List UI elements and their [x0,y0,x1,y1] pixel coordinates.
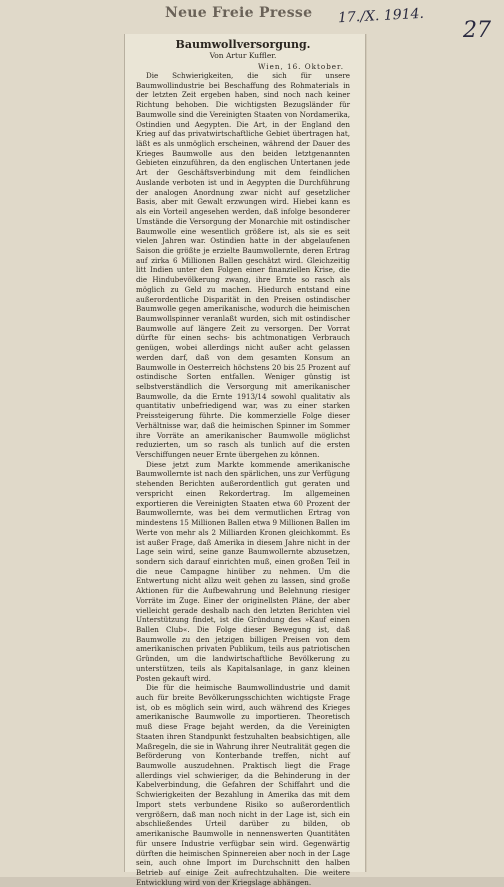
handwritten-page-number: 27 [463,18,491,43]
handwritten-date: 17./X. 1914. [337,5,425,27]
article-paragraph: Die Schwierigkeiten, die sich für unsere Baumwollindustrie bei Beschaffung des Rohmaterials in der letzten Zeit ergeben haben, sind noch nach keiner Richtung behoben. Die wichtigsten Bezugsländer für Baumwolle sind die Vereinigten Staaten von Nordamerika, Ostindien und Aegypten. Die Art, in der England den Krieg auf das privatwirtschaftliche Gebiet übertragen hat, läßt es als unmöglich erscheinen, während der Dauer des Krieges Baumwolle aus den beiden letztgenannten Gebieten einzuführen, da den englischen Untertanen jede Art der Geschäftsverbindung mit dem feindlichen Auslande verboten ist und in Aegypten die Durchführung der analogen Anordnung zwar nicht auf gesetzlicher Basis, aber mit Gewalt erzwungen wird. Hiebei kann es als ein Vorteil angesehen werden, daß infolge besonderer Umstände die Versorgung der Monarchie mit ostindischer Baumwolle eine wesentlich größere ist, als sie es seit vielen Jahren war. Ostindien hatte in der abgelaufenen Saison die größte je erzielte Baumwollernte, deren Ertrag auf zirka 6 Millionen Ballen geschätzt wird. Gleichzeitig litt Indien unter den Folgen einer finanziellen Krise, die die Hindubevölkerung zwang, ihre Ernte so rasch als möglich zu Geld zu machen. Hiedurch entstand eine außerordentliche Disparität in den Preisen ostindischer Baumwolle gegen amerikanische, wodurch die heimischen Baumwollspinner veranlaßt wurden, sich mit ostindischer Baumwolle auf längere Zeit zu versorgen. Der Vorrat dürfte für einen sechs- bis achtmonatigen Verbrauch genügen, wobei allerdings nicht außer acht gelassen werden darf, daß von dem gesamten Konsum an Baumwolle in Oesterreich höchstens 20 bis 25 Prozent auf ostindische Sorten entfallen. Weniger günstig ist selbstverständlich die Versorgung mit amerikanischer Baumwolle, da die Ernte 1913/14 sowohl qualitativ als quantitativ unbefriedigend war, was zu einer starken Preissteigerung führte. Die kommerzielle Folge dieser Verhältnisse war, daß die heimischen Spinner im Sommer ihre Vorräte an amerikanischer Baumwolle möglichst reduzierten, um so rasch als tunlich auf die ersten Verschiffungen neuer Ernte übergehen zu können. [136,71,350,460]
article-dateline: Wien, 16. Oktober. [258,62,344,71]
article-byline: Von Artur Kuffler. [209,51,277,60]
newspaper-masthead: Neue Freie Presse [165,5,313,21]
article-headline: Baumwollversorgung. [175,38,311,51]
article-column [136,38,350,887]
article-paragraph: Diese jetzt zum Markte kommende amerikanische Baumwollernte ist nach den spärlichen, uns zur Verfügung stehenden Berichten außerordentlich gut geraten und verspricht einen Rekordertrag. Im allgemeinen exportieren die Vereinigten Staaten etwa 60 Prozent der Baumwollernte, was bei dem vermutlichen Ertrag von mindestens 15 Millionen Ballen etwa 9 Millionen Ballen im Werte von mehr als 2 Milliarden Kronen gleichkommt. Es ist außer Frage, daß Amerika in diesem Jahre nicht in der Lage sein wird, seine ganze Baumwollernte abzusetzen, sondern sich darauf einrichten muß, einen großen Teil in die neue Campagne hinüber zu nehmen. Um die Entwertung nicht allzu weit gehen zu lassen, sind große Aktionen für die Aufbewahrung und Belehnung riesiger Vorräte im Zuge. Einer der originellsten Pläne, der aber vielleicht gerade deshalb nach den letzten Berichten viel Unterstützung findet, ist die Gründung des »Kauf einen Ballen Club«. Die Folge dieser Bewegung ist, daß Baumwolle zu den jetzigen billigen Preisen von dem amerikanischen privaten Publikum, teils aus patriotischen Gründen, um die landwirtschaftliche Bevölkerung zu unterstützen, teils als Kapitalsanlage, in ganz kleinen Posten gekauft wird. [136,459,350,683]
article-paragraph: Die für die heimische Baumwollindustrie und damit auch für breite Bevölkerungsschichten wichtigste Frage ist, ob es möglich sein wird, auch während des Krieges amerikanische Baumwolle zu importieren. Theoretisch muß diese Frage bejaht werden, da die Vereinigten Staaten ihren Standpunkt festzuhalten beabsichtigen, alle Maßregeln, die sie in Wahrung ihrer Neutralität gegen die Beförderung von Konterbande treffen, nicht auf Baumwolle auszudehnen. Praktisch liegt die Frage allerdings viel schwieriger, da die Behinderung in der Kabelverbindung, die Gefahren der Schiffahrt und die Schwierigkeiten der Bezahlung in Amerika das mit dem Import stets verbundene Risiko so außerordentlich vergrößern, daß man noch nicht in der Lage ist, sich ein abschließendes Urteil darüber zu bilden, ob amerikanische Baumwolle in nennenswerten Quantitäten für unsere Industrie verfügbar sein wird. Gegenwärtig dürften die heimischen Spinnereien aber noch in der Lage sein, auch ohne Import im Durchschnitt den halben Betrieb auf einige Zeit aufrechtzuhalten. Die weitere Entwicklung wird von der Kriegslage abhängen. [136,683,350,887]
